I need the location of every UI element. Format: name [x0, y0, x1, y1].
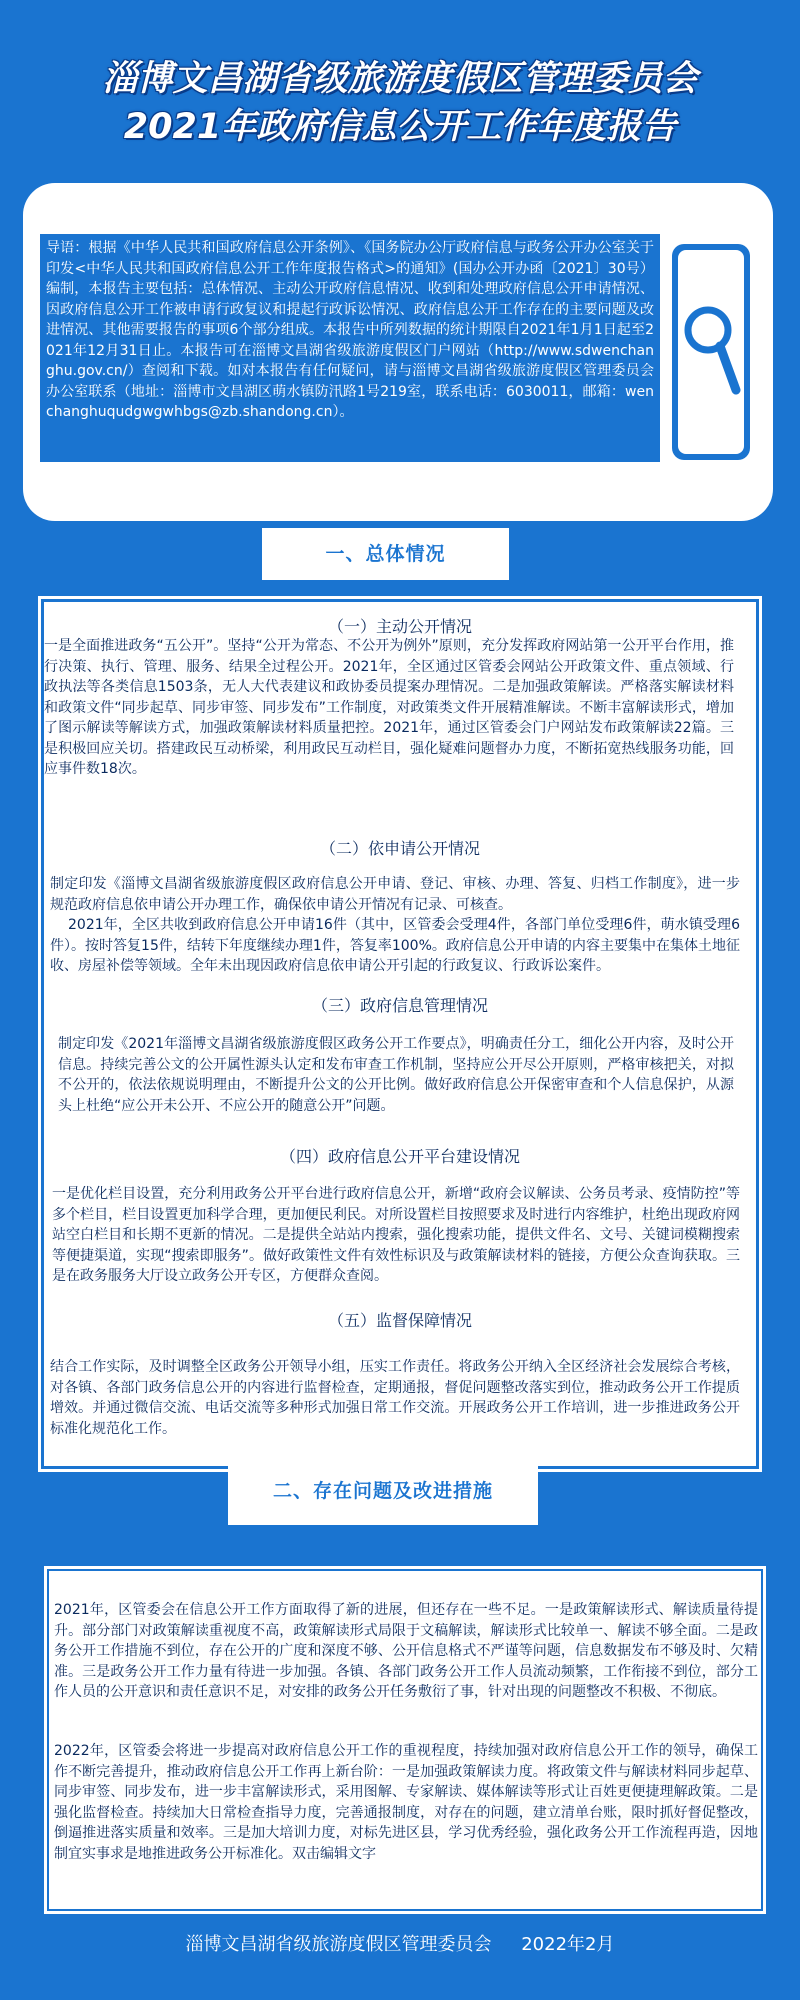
- paragraph-info-management: 制定印发《2021年淄博文昌湖省级旅游度假区政务公开工作要点》，明确责任分工，细化公开内容，及时公开信息。持续完善公文的公开属性源头认定和发布审查工作机制，坚持应公开尽公开原则，严格审核把关，对拟不公开的，依法依规说明理由，不断提升公文的公开比例。做好政府信息公开保密审查和个人信息保护，从源头上杜绝“应公开未公开、不应公开的随意公开”问题。: [58, 1036, 734, 1114]
- search-badge: [672, 244, 750, 460]
- paragraph-problems: 2021年，区管委会在信息公开工作方面取得了新的进展，但还存在一些不足。一是政策解读形式、解读质量待提升。部分部门对政策解读重视度不高，政策解读形式局限于文稿解读，解读形式比较单一、解读不够全面。二是政务公开工作措施不到位，存在公开的广度和深度不够、公开信息格式不严谨等问题，信息数据发布不够及时、欠精准。三是政务公开工作力量有待进一步加强。各镇、各部门政务公开工作人员流动频繁，工作衔接不到位，部分工作人员的公开意识和责任意识不足，对安排的政务公开任务敷衍了事，针对出现的问题整改不积极、不彻底。: [54, 1602, 758, 1700]
- paragraph-platform: 一是优化栏目设置，充分利用政务公开平台进行政府信息公开，新增“政府会议解读、公务员考录、疫情防控”等多个栏目，栏目设置更加科学合理，更加便民利民。对所设置栏目按照要求及时进行内容维护，杜绝出现政府网站空白栏目和长期不更新的情况。二是提供全站站内搜索，强化搜索功能，提供文件名、文号、关键词模糊搜索等便捷渠道，实现“搜索即服务”。做好政策性文件有效性标识及与政策解读材料的链接，方便公众查询获取。三是在政务服务大厅设立政务公开专区，方便群众查阅。: [52, 1186, 740, 1284]
- paragraph-application-stats: 2021年，全区共收到政府信息公开申请16件（其中，区管委会受理4件，各部门单位受理6件，萌水镇受理6件）。按时答复15件，结转下年度继续办理1件，答复率100%。政府信息公开申请的内容主要集中在集体土地征收、房屋补偿等领域。全年未出现因政府信息依申请公开引起的行政复议、行政诉讼案件。: [50, 917, 740, 974]
- footer: [0, 1930, 800, 1956]
- report-title-line1: 淄博文昌湖省级旅游度假区管理委员会: [102, 59, 698, 99]
- subsection-title-info-management: （三）政府信息管理情况: [311, 996, 488, 1015]
- intro-text: 导语：根据《中华人民共和国政府信息公开条例》、《国务院办公厅政府信息与政务公开办公室关于印发<中华人民共和国政府信息公开工作年度报告格式>的通知》(国办公开办函〔2021〕30号）编制，本报告主要包括：总体情况、主动公开政府信息情况、收到和处理政府信息公开申请情况、因政府信息公开工作被申请行政复议和提起行政诉讼情况、政府信息公开工作存在的主要问题及改进情况、其他需要报告的事项6个部分组成。本报告中所列数据的统计期限自2021年1月1日起至2021年12月31日止。本报告可在淄博文昌湖省级旅游度假区门户网站（http://www.sdwenchanghu.gov.cn/）查阅和下载。如对本报告有任何疑问，请与淄博文昌湖省级旅游度假区管理委员会办公室联系（地址：淄博市文昌湖区萌水镇防汛路1号219室，联系电话：6030011，邮箱：wenchanghuqudgwgwhbgs@zb.shandong.cn）。: [40, 234, 660, 462]
- section-heading-overview: 一、总体情况: [262, 528, 509, 580]
- subsection-title-application-disclosure: （二）依申请公开情况: [319, 839, 480, 858]
- footer-date: 2022年2月: [521, 1934, 615, 1955]
- paragraph-supervision: 结合工作实际，及时调整全区政务公开领导小组，压实工作责任。将政务公开纳入全区经济社会发展综合考核，对各镇、各部门政务信息公开的内容进行监督检查，定期通报，督促问题整改落实到位，推动政务公开工作提质增效。并通过微信交流、电话交流等多种形式加强日常工作交流。开展政务公开工作培训，进一步推进政务公开标准化规范化工作。: [50, 1359, 740, 1437]
- paragraph-application-rules: 制定印发《淄博文昌湖省级旅游度假区政府信息公开申请、登记、审核、办理、答复、归档工作制度》，进一步规范政府信息依申请公开办理工作，确保依申请公开情况有记录、可核查。: [50, 876, 740, 913]
- subsection-title-supervision: （五）监督保障情况: [327, 1311, 472, 1330]
- subsection-title-platform: （四）政府信息公开平台建设情况: [279, 1147, 520, 1166]
- footer-org: 淄博文昌湖省级旅游度假区管理委员会: [185, 1934, 492, 1955]
- paragraph-active-disclosure: 一是全面推进政务“五公开”。坚持“公开为常态、不公开为例外”原则，充分发挥政府网站第一公开平台作用，推行决策、执行、管理、服务、结果全过程公开。2021年，全区通过区管委会网站公开政策文件、重点领域、行政执法等各类信息1503条，无人大代表建议和政协委员提案办理情况。二是加强政策解读。严格落实解读材料和政策文件“同步起草、同步审签、同步发布”工作制度，对政策类文件开展精准解读。不断丰富解读形式，增加了图示解读等解读方式，加强政策解读材料质量把控。2021年，通过区管委会门户网站发布政策解读22篇。三是积极回应关切。搭建政民互动桥梁，利用政民互动栏目，强化疑难问题督办力度，不断拓宽热线服务功能，回应事件数18次。: [44, 638, 734, 777]
- subsection-title-active-disclosure: （一）主动公开情况: [327, 617, 472, 636]
- paragraph-improvements: 2022年，区管委会将进一步提高对政府信息公开工作的重视程度，持续加强对政府信息公开工作的领导，确保工作不断完善提升，推动政府信息公开工作再上新台阶：一是加强政策解读力度。将政策文件与解读材料同步起草、同步审签、同步发布，进一步丰富解读形式，采用图解、专家解读、媒体解读等形式让百姓更便捷理解政策。二是强化监督检查。持续加大日常检查指导力度，完善通报制度，对存在的问题，建立清单台账，限时抓好督促整改，倒逼推进落实质量和效率。三是加大培训力度，对标先进区县，学习优秀经验，强化政务公开工作流程再造，因地制宜实事求是地推进政务公开标准化。双击编辑文字: [54, 1743, 758, 1862]
- report-title-line2: 2021年政府信息公开工作年度报告: [123, 107, 677, 147]
- magnifier-icon: [678, 250, 744, 454]
- section-heading-problems: 二、存在问题及改进措施: [228, 1458, 538, 1525]
